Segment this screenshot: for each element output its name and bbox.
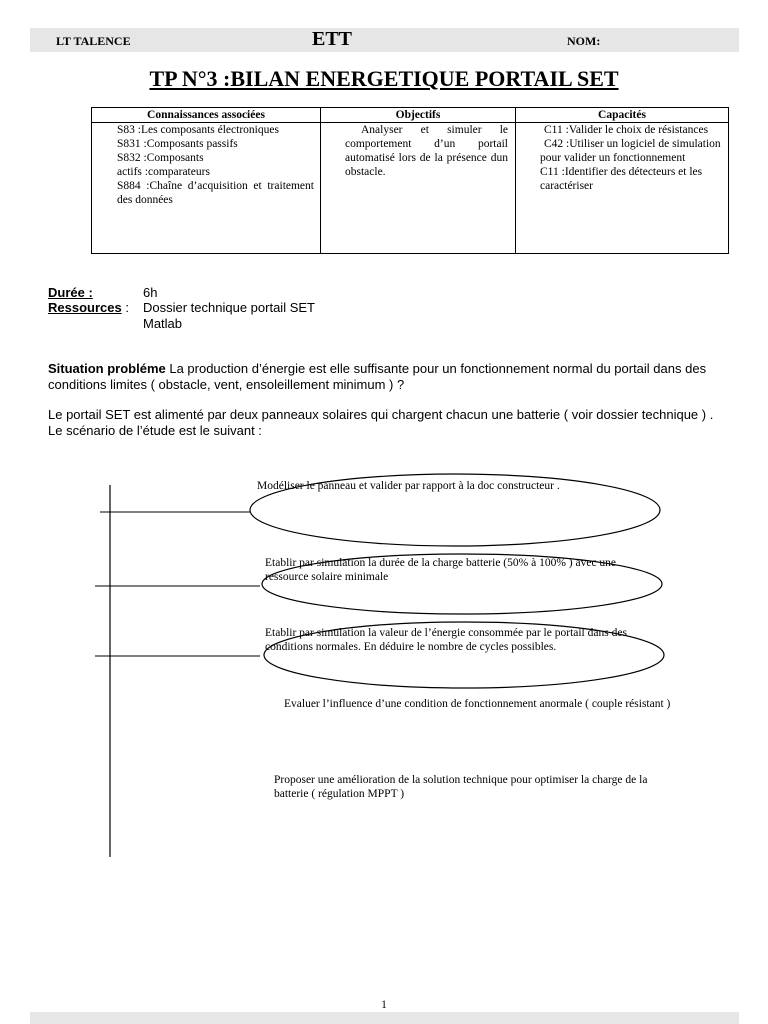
ressources-separator: : — [121, 300, 129, 315]
school-name: LT TALENCE — [56, 34, 131, 48]
name-label: NOM: — [567, 34, 601, 48]
ressources-label: Ressources — [48, 300, 122, 315]
duree-value: 6h — [143, 285, 158, 300]
scenario-step-2: Etablir par simulation la durée de la charge batterie (50% à 100% ) avec une ressource solaire minimale — [265, 557, 617, 583]
knowledge-item: actifs :comparateurs — [117, 166, 210, 178]
cell-objectifs: Analyser et simuler le comportement d’un portail automatisé lors de la présence dun obstacle. — [321, 123, 516, 254]
duree-label-text: Durée : — [48, 285, 93, 300]
page-number: 1 — [381, 999, 387, 1011]
knowledge-item: S832 :Composants — [117, 152, 204, 164]
situation-label: Situation probléme — [48, 361, 166, 376]
header-connaissances: Connaissances associées — [92, 108, 321, 123]
header-capacites: Capacités — [516, 108, 729, 123]
scenario-step-4: Evaluer l’influence d’une condition de fonctionnement anormale ( couple résistant ) — [284, 698, 671, 710]
capacity-item: C42 :Utiliser un logiciel de simulation pour valider un fonctionnement — [540, 138, 721, 164]
header-objectifs: Objectifs — [321, 108, 516, 123]
knowledge-item: S884 :Chaîne d’acquisition et traitement des données — [117, 180, 314, 206]
capacity-item: C11 :Identifier des détecteurs et les caractériser — [540, 166, 703, 192]
intro-paragraph: Le portail SET est alimenté par deux panneaux solaires qui chargent chacun une batterie ( voir dossier technique ) . Le scénario de l’étude est le suivant : — [48, 407, 714, 438]
subject-label: ETT — [312, 28, 353, 50]
scenario-step-5: Proposer une amélioration de la solution technique pour optimiser la charge de la batterie ( régulation MPPT ) — [274, 774, 648, 800]
scenario-step-3: Etablir par simulation la valeur de l’énergie consommée par le portail dans des conditions normales. En déduire le nombre de cycles possibles. — [265, 627, 627, 653]
knowledge-item: S831 :Composants passifs — [117, 138, 238, 150]
footer-bar — [30, 1012, 739, 1024]
ressource-1: Dossier technique portail SET — [143, 300, 315, 315]
situation-text: La production d’énergie est elle suffisante pour un fonctionnement normal du portail dans des conditions limites ( obstacle, vent, ensoleillement minimum ) ? — [48, 361, 707, 392]
knowledge-item: S83 :Les composants électroniques — [117, 124, 279, 136]
scenario-step-1: Modéliser le panneau et valider par rapport à la doc constructeur . — [257, 480, 560, 492]
capacity-item: C11 :Valider le choix de résistances — [544, 124, 709, 136]
page-title: TP N°3 :BILAN ENERGETIQUE PORTAIL SET — [149, 66, 619, 91]
ressource-2: Matlab — [143, 316, 183, 331]
